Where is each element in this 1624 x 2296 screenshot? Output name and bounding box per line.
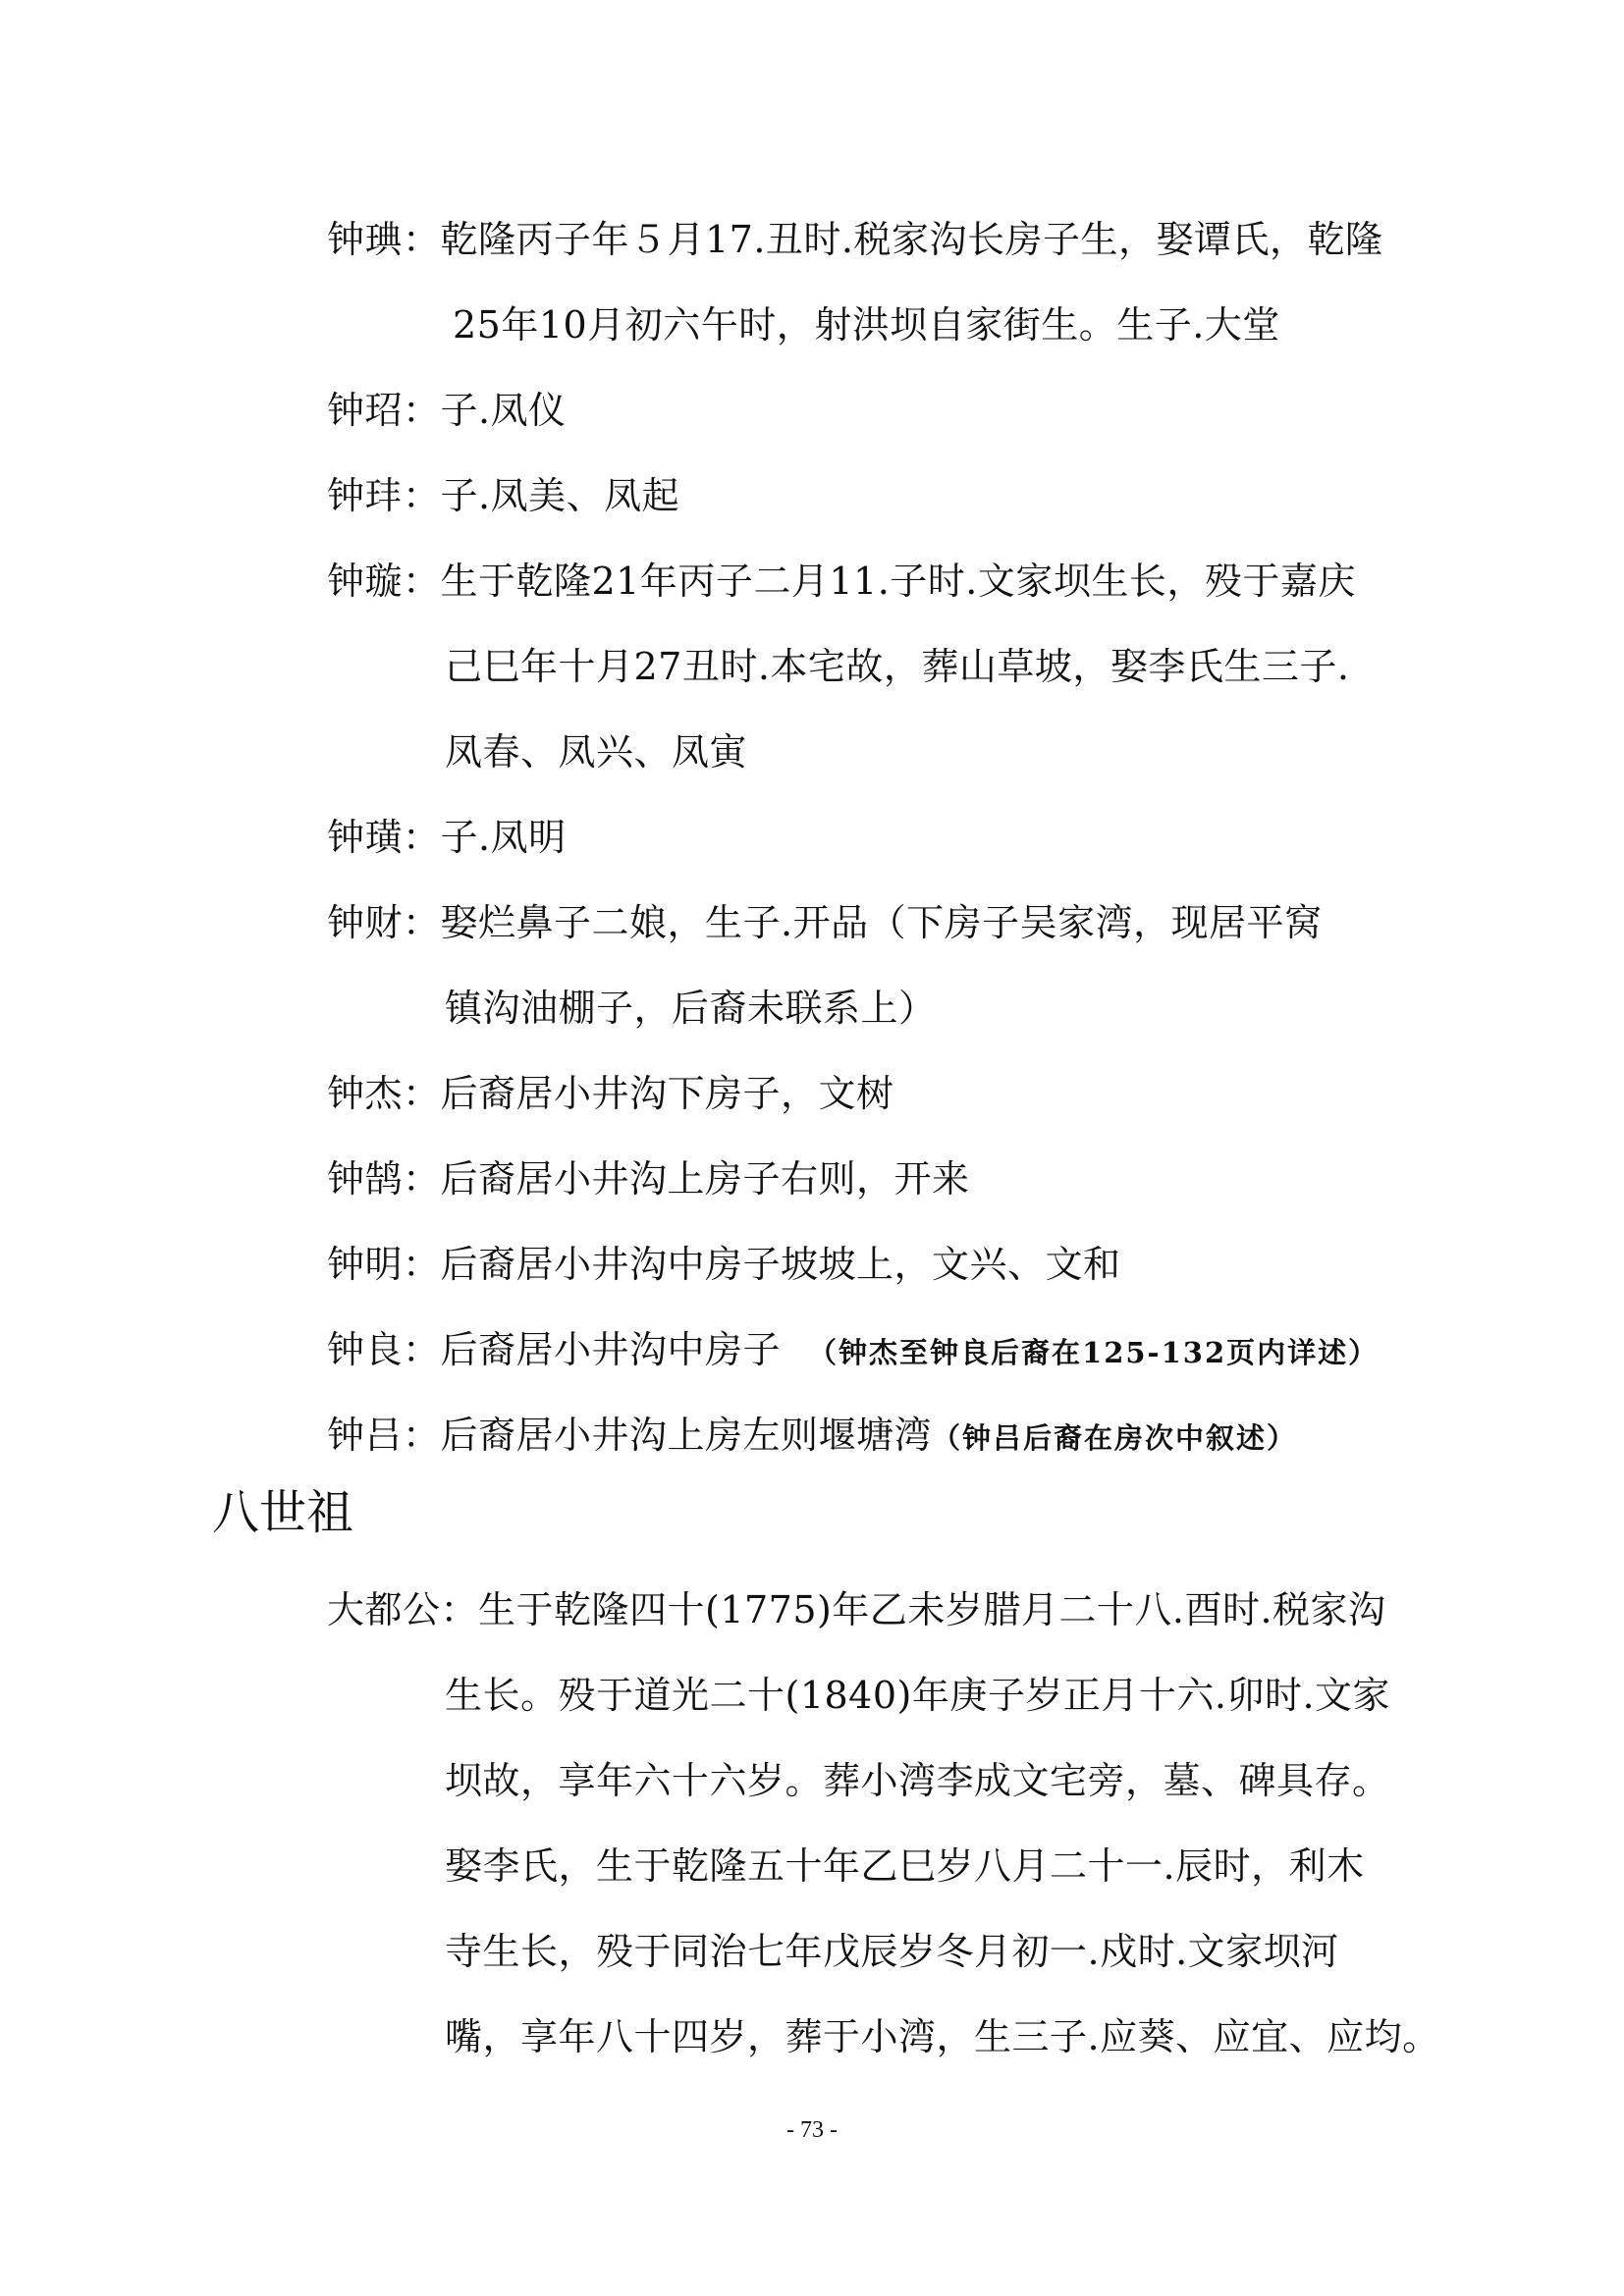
entry-line: 镇沟油棚子，后裔未联系上） <box>445 987 937 1030</box>
entry-line: 嘴，享年八十四岁，葬于小湾，生三子.应葵、应宜、应均。 <box>445 2015 1440 2058</box>
entry-line: 钟财：娶烂鼻子二娘，生子.开品（下房子吴家湾，现居平窝 <box>327 901 1323 944</box>
entry-text: 钟吕：后裔居小井沟上房左则堰塘湾 <box>327 1414 933 1457</box>
entry-note: （钟吕后裔在房次中叙述） <box>932 1421 1298 1455</box>
entry-line: 25年10月初六午时，射洪坝自家街生。生子.大堂 <box>453 303 1280 347</box>
entry-line: 己巳年十月27丑时.本宅故，葬山草坡，娶李氏生三子. <box>445 645 1350 688</box>
entry-line: 生长。殁于道光二十(1840)年庚子岁正月十六.卯时.文家 <box>445 1674 1391 1717</box>
entry-line: 钟璇：生于乾隆21年丙子二月11.子时.文家坝生长，殁于嘉庆 <box>327 560 1356 603</box>
entry-line: 钟璜：子.凤明 <box>327 816 567 859</box>
entry-line <box>327 1326 1379 1376</box>
entry-line: 钟杰：后裔居小井沟下房子，文树 <box>327 1072 894 1115</box>
entry-line: 钟琠：乾隆丙子年５月17.丑时.税家沟长房子生，娶谭氏，乾隆 <box>327 218 1383 261</box>
entry-line: 钟鹄：后裔居小井沟上房子右则，开来 <box>327 1157 970 1201</box>
entry-line: 坝故，享年六十六岁。葬小湾李成文宅旁，墓、碑具存。 <box>445 1759 1390 1802</box>
entry-line: 钟玿：子.凤仪 <box>327 389 567 432</box>
section-heading: 八世祖 <box>212 1485 354 1540</box>
entry-line: 娶李氏，生于乾隆五十年乙巳岁八月二十一.辰时，利木 <box>445 1844 1365 1888</box>
entry-line <box>327 1412 1297 1462</box>
entry-note: （钟杰至钟良后裔在125-132页内详述） <box>808 1336 1380 1369</box>
entry-line: 寺生长，殁于同治七年戊辰岁冬月初一.戍时.文家坝河 <box>445 1930 1339 1973</box>
page-number: - 73 - <box>786 2117 838 2143</box>
entry-line: 钟明：后裔居小井沟中房子坡坡上，文兴、文和 <box>327 1243 1121 1286</box>
entry-text: 钟良：后裔居小井沟中房子 <box>327 1328 782 1371</box>
entry-line: 钟玤：子.凤美、凤起 <box>327 474 680 517</box>
entry-line: 凤春、凤兴、凤寅 <box>445 730 748 774</box>
entry-line: 大都公：生于乾隆四十(1775)年乙未岁腊月二十八.酉时.税家沟 <box>327 1588 1386 1631</box>
